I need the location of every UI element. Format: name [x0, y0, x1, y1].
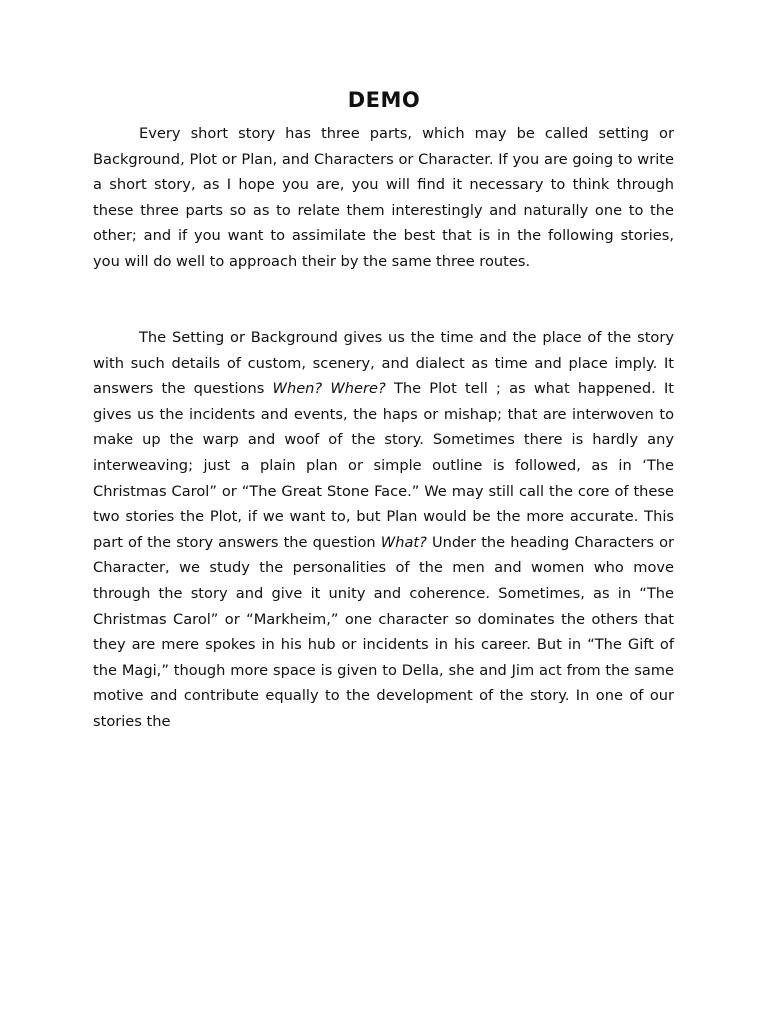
paragraph-2-text-2: The Plot tell ; as what happened. It gives us the incidents and events, the haps or mishap; that are interwoven to make up the warp and woof of the story. Sometimes there is hardly any interweaving; just a plain plan or simple outline is followed, as in ‘The Christmas Carol” or “The Great Stone Face.” We may still call the core of these two stories the Plot, if we want to, but Plan would be the more accurate. This part of the story answers the question [93, 380, 674, 551]
paragraph-2 [93, 325, 674, 735]
paragraph-2-text-1: The Setting or Background gives us the time and the place of the story with such details of custom, scenery, and dialect as time and place imply. It answers the questions [93, 329, 674, 398]
paragraph-2-italic-what: What? [380, 533, 427, 551]
paragraph-2-italic-when-where: When? Where? [272, 380, 386, 398]
paragraph-2-text-3: Under the heading Characters or Character, we study the personalities of the men and women who move through the story and give it unity and coherence. Sometimes, as in “The Christmas Carol” or “Markheim,” one character so dominates the others that they are mere spokes in his hub or incidents in his career. But in “The Gift of the Magi,” though more space is given to Della, she and Jim act from the same motive and contribute equally to the development of the story. In one of our stories the [93, 533, 675, 730]
paragraph-1: Every short story has three parts, which may be called setting or Background, Plot or Plan, and Characters or Character. If you are going to write a short story, as I hope you are, you will find it necessary to think through these three parts so as to relate them interestingly and naturally one to the other; and if you want to assimilate the best that is in the following stories, you will do well to approach their by the same three routes. [93, 125, 674, 270]
document-title: DEMO [347, 88, 421, 112]
